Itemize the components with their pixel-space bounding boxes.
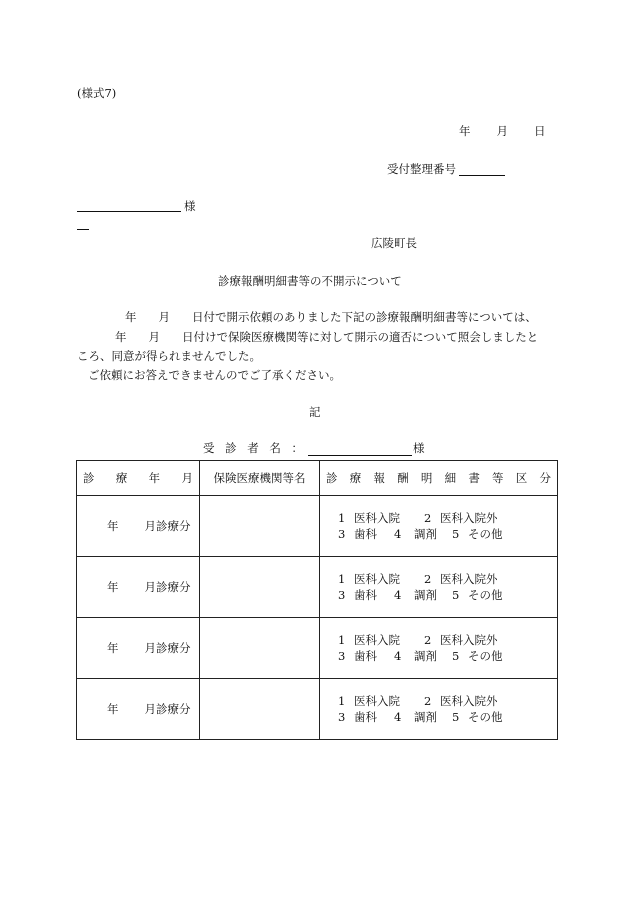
table-row	[77, 679, 558, 740]
table-header-row	[77, 461, 558, 496]
body-line-2-year: 年	[115, 330, 127, 344]
records-table	[76, 460, 558, 740]
institution-cell[interactable]	[200, 618, 320, 679]
date-day: 日	[534, 124, 546, 138]
body-line-1	[125, 310, 537, 324]
category-cell[interactable]: 1 医科入院 2 医科入院外 3 歯科 4 調剤 5 その他	[320, 557, 558, 618]
category-cell[interactable]: 1 医科入院 2 医科入院外 3 歯科 4 調剤 5 その他	[320, 618, 558, 679]
patient-name-suffix: 様	[413, 441, 425, 455]
institution-cell[interactable]	[200, 557, 320, 618]
record-heading: 記	[309, 405, 321, 419]
body-line-2-month: 月	[148, 330, 160, 344]
body-line-1-year: 年	[125, 310, 137, 324]
body-line-4: ご依頼にお答えできませんのでご了承ください。	[88, 368, 341, 382]
table-row	[77, 618, 558, 679]
treatment-month-cell[interactable]: 年 月診療分	[77, 679, 200, 740]
date-month: 月	[496, 124, 508, 138]
category-cell[interactable]: 1 医科入院 2 医科入院外 3 歯科 4 調剤 5 その他	[320, 496, 558, 557]
patient-name-blank[interactable]	[308, 455, 412, 456]
body-line-2	[115, 330, 538, 344]
treatment-month-cell[interactable]: 年 月診療分	[77, 496, 200, 557]
addressee-suffix: 様	[184, 199, 196, 213]
patient-name-label: 受 診 者 名 ：	[203, 441, 303, 455]
treatment-month-cell[interactable]: 年 月診療分	[77, 618, 200, 679]
header-statement-category: 診 療 報 酬 明 細 書 等 区 分	[320, 461, 558, 496]
institution-cell[interactable]	[200, 679, 320, 740]
form-label: (様式7)	[77, 86, 117, 100]
sender-name: 広陵町長	[371, 236, 417, 250]
body-line-1-text: 日付で開示依頼のありました下記の診療報酬明細書等については、	[192, 310, 537, 324]
table-row	[77, 496, 558, 557]
reception-number-blank[interactable]	[459, 175, 505, 176]
body-line-3: ころ、同意が得られませんでした。	[77, 349, 261, 363]
institution-cell[interactable]	[200, 496, 320, 557]
body-line-1-month: 月	[158, 310, 170, 324]
document-title: 診療報酬明細書等の不開示について	[218, 274, 402, 288]
issue-date	[459, 124, 546, 138]
addressee-dash	[77, 229, 89, 230]
header-institution-name: 保険医療機関等名	[200, 461, 320, 496]
category-cell[interactable]: 1 医科入院 2 医科入院外 3 歯科 4 調剤 5 その他	[320, 679, 558, 740]
treatment-month-cell[interactable]: 年 月診療分	[77, 557, 200, 618]
body-line-2-text: 日付けで保険医療機関等に対して開示の適否について照会しましたと	[182, 330, 539, 344]
table-row	[77, 557, 558, 618]
date-year: 年	[459, 124, 471, 138]
addressee-name-blank[interactable]	[77, 211, 181, 212]
reception-number-label: 受付整理番号	[387, 162, 456, 176]
header-treatment-month: 診 療 年 月	[77, 461, 200, 496]
